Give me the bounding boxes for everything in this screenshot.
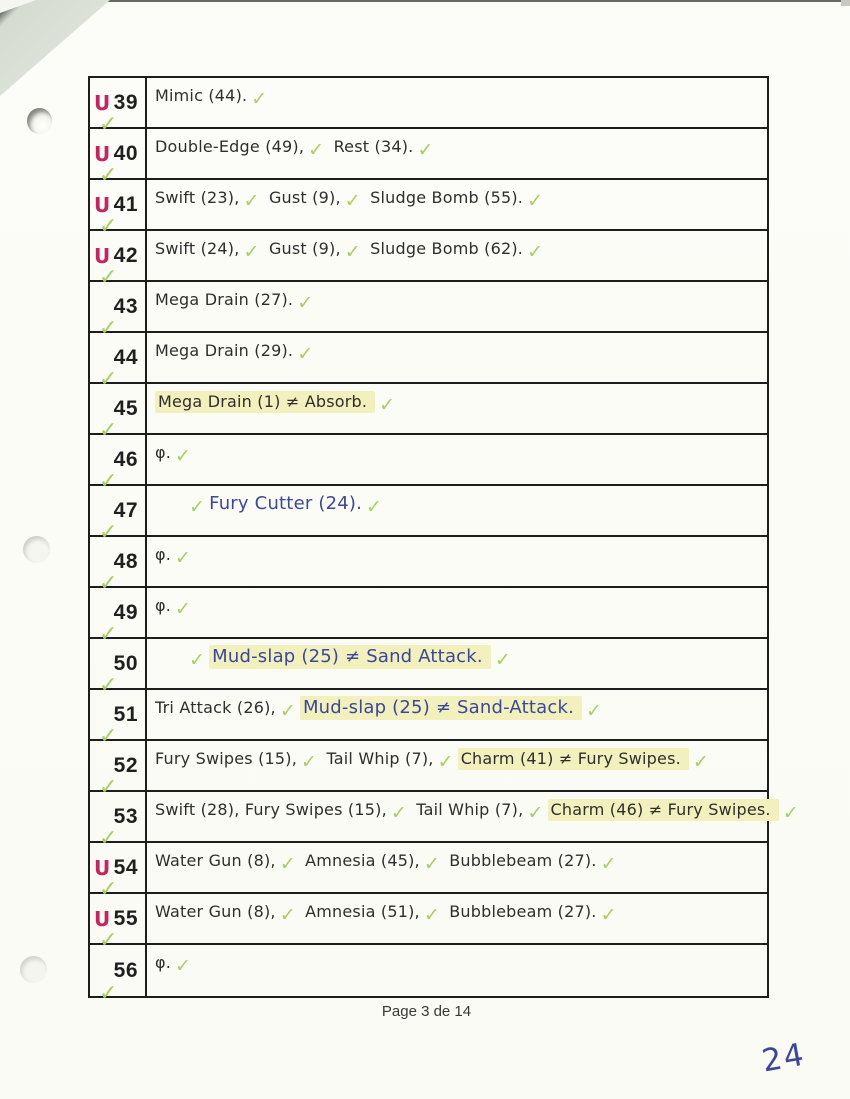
move-text: Fury Swipes (15), — [239, 800, 387, 819]
u-mark: U — [94, 193, 111, 217]
number-check-icon: ✓ — [99, 418, 118, 443]
check-icon: ✓ — [175, 955, 192, 977]
move-text: Tail Whip (7), — [321, 749, 434, 768]
number-check-icon: ✓ — [99, 826, 118, 851]
row-number: 45 — [113, 396, 138, 420]
number-check-icon: ✓ — [99, 163, 118, 188]
check-icon: ✓ — [279, 853, 296, 875]
move-text: Charm (46) ≠ Fury Swipes. — [548, 799, 779, 821]
row-content-cell — [147, 894, 767, 943]
check-icon: ✓ — [251, 88, 268, 110]
number-check-icon: ✓ — [99, 877, 118, 902]
move-text: Mud-slap (25) ≠ Sand-Attack. — [300, 696, 582, 720]
number-check-icon: ✓ — [99, 316, 118, 341]
table-row — [90, 282, 767, 341]
number-check-icon: ✓ — [99, 724, 118, 749]
u-mark: U — [94, 91, 111, 115]
row-number: 47 — [113, 498, 138, 522]
table-row — [90, 537, 767, 596]
number-check-icon: ✓ — [99, 112, 118, 137]
table-row — [90, 78, 767, 137]
check-icon: ✓ — [379, 394, 396, 416]
check-icon: ✓ — [600, 853, 617, 875]
table-row — [90, 486, 767, 545]
row-number: 41 — [113, 192, 138, 216]
check-icon: ✓ — [279, 700, 296, 722]
row-content-cell — [147, 792, 809, 841]
move-text: Water Gun (8), — [155, 851, 276, 870]
row-number-cell — [90, 78, 147, 137]
row-number: 50 — [113, 651, 138, 675]
move-text: Amnesia (45), — [299, 851, 420, 870]
check-icon: ✓ — [600, 904, 617, 926]
page-footer: Page 3 de 14 — [381, 1003, 472, 1020]
row-content-cell — [147, 588, 767, 637]
row-number: 51 — [113, 702, 138, 726]
check-icon: ✓ — [366, 496, 383, 518]
move-text: Double-Edge (49), — [155, 137, 305, 156]
check-icon: ✓ — [301, 751, 318, 773]
table-row — [90, 384, 767, 443]
check-icon: ✓ — [243, 190, 260, 212]
move-text: Fury Cutter (24). — [209, 493, 363, 514]
row-content-cell — [147, 639, 767, 688]
row-content-cell — [147, 435, 767, 484]
row-number: 56 — [113, 958, 138, 982]
number-check-icon: ✓ — [99, 214, 118, 239]
move-text: Mega Drain (29). — [155, 341, 294, 360]
table-row — [90, 333, 767, 392]
check-icon: ✓ — [527, 802, 544, 824]
move-text: Sludge Bomb (62). — [364, 239, 524, 258]
move-text: Bubblebeam (27). — [443, 902, 597, 921]
check-icon: ✓ — [586, 700, 603, 722]
row-content-cell — [147, 843, 767, 892]
move-text: Gust (9), — [263, 188, 341, 207]
check-icon: ✓ — [279, 904, 296, 926]
row-number: 49 — [113, 600, 138, 624]
check-icon: ✓ — [189, 496, 206, 518]
check-icon: ✓ — [344, 241, 361, 263]
row-content-cell — [147, 129, 767, 178]
row-content-cell — [147, 78, 767, 127]
table-row — [90, 843, 767, 902]
check-icon: ✓ — [423, 904, 440, 926]
table-row — [90, 180, 767, 239]
u-mark: U — [94, 907, 111, 931]
move-text: φ. — [155, 953, 172, 972]
row-number: 43 — [113, 294, 138, 318]
check-icon: ✓ — [692, 751, 710, 773]
move-text: φ. — [155, 596, 172, 615]
row-content-cell — [147, 486, 767, 535]
check-icon: ✓ — [527, 241, 544, 263]
move-text: Bubblebeam (27). — [443, 851, 597, 870]
row-content-cell — [147, 231, 767, 280]
check-icon: ✓ — [175, 598, 192, 620]
move-text: Tri Attack (26), — [155, 698, 276, 717]
row-number: 42 — [113, 243, 138, 267]
number-check-icon: ✓ — [99, 571, 118, 596]
move-text: Swift (23), — [155, 188, 240, 207]
move-text: φ. — [155, 443, 172, 462]
check-icon: ✓ — [390, 802, 407, 824]
row-number: 53 — [113, 804, 138, 828]
row-content-cell — [147, 384, 767, 433]
u-mark: U — [94, 856, 111, 880]
move-text: Tail Whip (7), — [410, 800, 524, 819]
check-icon: ✓ — [297, 343, 314, 365]
row-number: 54 — [113, 855, 138, 879]
move-text: Mimic (44). — [155, 86, 248, 105]
row-content-cell — [147, 333, 767, 382]
number-check-icon: ✓ — [99, 469, 118, 494]
hole-punch-bottom — [20, 956, 47, 983]
row-number: 52 — [113, 753, 138, 777]
number-check-icon: ✓ — [99, 981, 118, 1006]
table-row — [90, 435, 767, 494]
check-icon: ✓ — [423, 853, 440, 875]
table-row — [90, 792, 799, 851]
move-text: Amnesia (51), — [299, 902, 420, 921]
move-text: Swift (28), — [155, 800, 240, 819]
move-text: φ. — [155, 545, 172, 564]
table-row — [90, 690, 767, 749]
moves-table — [88, 76, 799, 1006]
row-content-cell — [147, 282, 767, 331]
row-number: 44 — [113, 345, 138, 369]
table-row — [90, 588, 767, 647]
row-content-cell — [147, 945, 767, 996]
check-icon: ✓ — [175, 547, 192, 569]
check-icon: ✓ — [175, 445, 192, 467]
move-text: Swift (24), — [155, 239, 240, 258]
hole-punch-middle — [23, 536, 50, 563]
check-icon: ✓ — [297, 292, 314, 314]
move-text: Mega Drain (27). — [155, 290, 294, 309]
check-icon: ✓ — [344, 190, 361, 212]
check-icon: ✓ — [437, 751, 454, 773]
number-check-icon: ✓ — [99, 367, 118, 392]
number-check-icon: ✓ — [99, 265, 118, 290]
number-check-icon: ✓ — [99, 775, 118, 800]
table-row — [90, 231, 767, 290]
row-content-cell — [147, 180, 767, 229]
move-text: Gust (9), — [263, 239, 341, 258]
row-number: 48 — [113, 549, 138, 573]
scan-top-edge — [0, 0, 850, 2]
hole-punch-top — [27, 108, 52, 134]
check-icon: ✓ — [527, 190, 544, 212]
row-number: 39 — [113, 90, 138, 114]
move-text: Mega Drain (1) ≠ Absorb. — [155, 391, 375, 413]
check-icon: ✓ — [782, 802, 799, 824]
move-text: Charm (41) ≠ Fury Swipes. — [458, 748, 689, 770]
table-row — [90, 741, 767, 800]
check-icon: ✓ — [308, 139, 325, 161]
table-row — [90, 639, 767, 698]
move-text: Sludge Bomb (55). — [364, 188, 524, 207]
table-row — [90, 129, 767, 188]
number-check-icon: ✓ — [99, 622, 118, 647]
table-row — [90, 894, 767, 953]
check-icon: ✓ — [189, 649, 206, 671]
check-icon: ✓ — [494, 649, 511, 671]
row-content-cell — [147, 690, 767, 739]
row-number: 55 — [113, 906, 138, 930]
move-text: Rest (34). — [328, 137, 414, 156]
row-number: 40 — [113, 141, 138, 165]
check-icon: ✓ — [417, 139, 434, 161]
handwritten-page-number: 24 — [759, 1036, 809, 1080]
row-number: 46 — [113, 447, 138, 471]
number-check-icon: ✓ — [99, 673, 118, 698]
move-text: Fury Swipes (15), — [155, 749, 298, 768]
number-check-icon: ✓ — [99, 520, 118, 545]
check-icon: ✓ — [243, 241, 260, 263]
row-content-cell — [147, 741, 767, 790]
u-mark: U — [94, 244, 111, 268]
row-content-cell — [147, 537, 767, 586]
move-text: Water Gun (8), — [155, 902, 276, 921]
move-text: Mud-slap (25) ≠ Sand Attack. — [209, 645, 491, 669]
number-check-icon: ✓ — [99, 928, 118, 953]
table-row — [90, 945, 767, 1006]
scan-corner-artifact — [841, 0, 850, 6]
u-mark: U — [94, 142, 111, 166]
